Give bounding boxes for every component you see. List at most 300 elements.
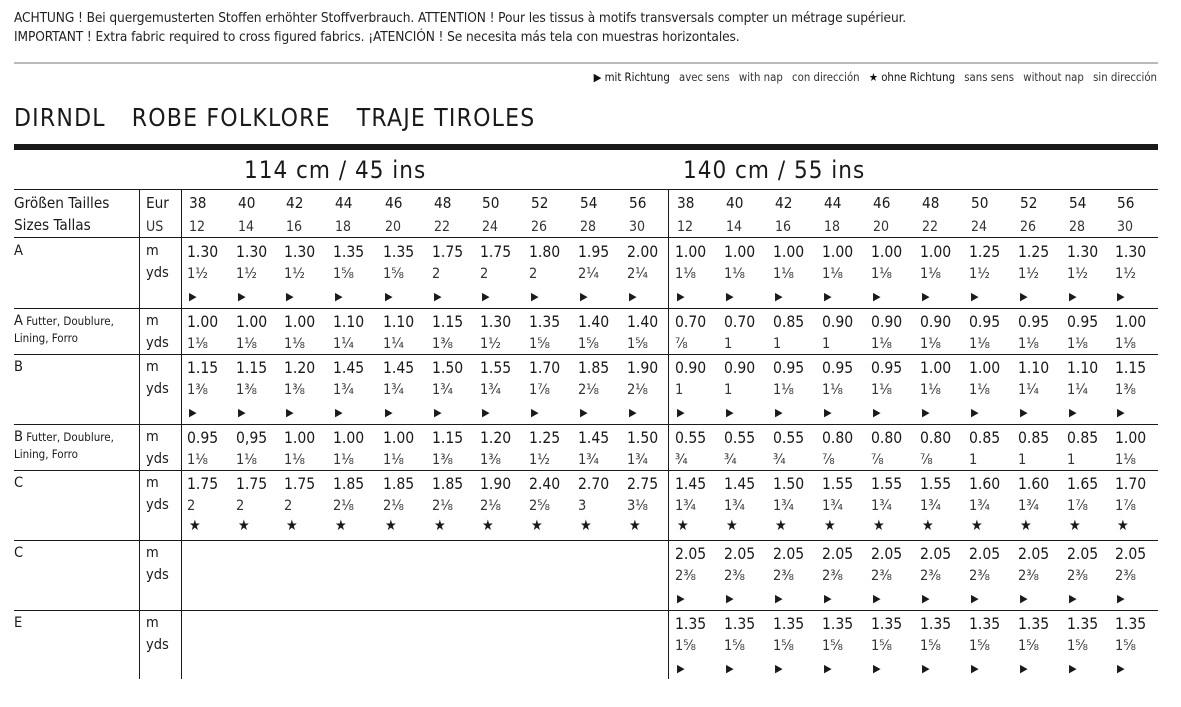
column-divider-width: [668, 190, 669, 679]
yards-value: 2⅜: [822, 568, 843, 584]
yards-value: 1⅝: [1115, 638, 1136, 654]
yards-value: 2⅜: [773, 568, 794, 584]
yards-value: 2⅛: [333, 498, 354, 514]
yards-value: 2⅜: [1067, 568, 1088, 584]
meters-value: 1.00: [969, 359, 1001, 377]
yards-value: 1¾: [432, 382, 453, 398]
with-nap-symbol: ▶: [677, 406, 685, 419]
with-nap-symbol: ▶: [385, 406, 393, 419]
without-nap-symbol: ★: [1020, 518, 1032, 534]
table-rule: [14, 354, 1158, 355]
yards-value: 1⅝: [969, 638, 990, 654]
yards-value: 1¼: [383, 336, 404, 352]
unit-yds: yds: [146, 335, 169, 351]
meters-value: 0.55: [675, 429, 707, 447]
meters-value: 0.85: [773, 313, 805, 331]
yards-value: 1⅛: [236, 336, 257, 352]
yards-value: 1⅛: [1115, 336, 1136, 352]
yards-value: 1¾: [578, 452, 599, 468]
meters-value: 1.25: [969, 243, 1001, 261]
yards-value: 2: [187, 498, 196, 514]
title-de: DIRNDL: [14, 103, 106, 132]
meters-value: 1.35: [969, 615, 1001, 633]
yards-value: 2: [480, 266, 489, 282]
meters-value: 1.65: [1067, 475, 1099, 493]
meters-value: 1.30: [187, 243, 219, 261]
meters-value: 0,95: [236, 429, 268, 447]
with-nap-symbol: ▶: [775, 290, 783, 303]
yards-value: 1⅝: [822, 638, 843, 654]
eur-size: 42: [775, 194, 793, 212]
meters-value: 0.85: [969, 429, 1001, 447]
yards-value: 1⅛: [773, 382, 794, 398]
yards-value: 1: [724, 336, 733, 352]
meters-value: 1.25: [1018, 243, 1050, 261]
yards-value: 1½: [1067, 266, 1088, 282]
row-label: [14, 545, 23, 561]
row-label: [14, 359, 23, 375]
yards-value: 1: [822, 336, 831, 352]
with-nap-symbol: ▶: [580, 290, 588, 303]
meters-value: 0.90: [920, 313, 952, 331]
without-nap-symbol: ★: [482, 518, 494, 534]
with-nap-symbol: ▶: [922, 406, 930, 419]
yards-value: 3⅛: [627, 498, 648, 514]
yards-value: 1⅛: [284, 336, 305, 352]
yards-value: 1⅜: [284, 382, 305, 398]
meters-value: 1.35: [920, 615, 952, 633]
unit-m: m: [146, 615, 159, 631]
yards-value: 1¼: [333, 336, 354, 352]
title-divider: [14, 144, 1158, 150]
meters-value: 2.05: [675, 545, 707, 563]
yards-value: 1⅝: [383, 266, 404, 282]
yards-value: 1⅛: [920, 336, 941, 352]
with-nap-symbol: ▶: [531, 290, 539, 303]
yards-value: 1¾: [969, 498, 990, 514]
legend-with-nap-en: with nap: [738, 71, 783, 84]
without-nap-symbol: ★: [824, 518, 836, 534]
meters-value: 1.00: [920, 243, 952, 261]
with-nap-symbol: ▶: [726, 290, 734, 303]
meters-value: 2.05: [1018, 545, 1050, 563]
meters-value: 0.95: [773, 359, 805, 377]
fabric-width-140: 140 cm / 55 ins: [683, 156, 866, 184]
meters-value: 1.15: [432, 429, 464, 447]
meters-value: 1.70: [1115, 475, 1147, 493]
meters-value: 1.60: [969, 475, 1001, 493]
meters-value: 1.75: [432, 243, 464, 261]
with-nap-symbol: ▶: [189, 290, 197, 303]
meters-value: 1.35: [1067, 615, 1099, 633]
yards-value: 1⅝: [333, 266, 354, 282]
without-nap-symbol: ★: [1117, 518, 1129, 534]
us-size: 30: [629, 219, 646, 235]
with-nap-symbol: ▶: [726, 592, 734, 605]
meters-value: 1.75: [480, 243, 512, 261]
title-es: TRAJE TIROLES: [356, 103, 536, 132]
page-title: [14, 103, 561, 132]
without-nap-symbol: ★: [385, 518, 397, 534]
yards-value: 1⅛: [871, 382, 892, 398]
row-label-lining-2: Lining, Forro: [14, 331, 79, 345]
meters-value: 1.10: [1018, 359, 1050, 377]
meters-value: 1.00: [871, 243, 903, 261]
row-label-letter: C: [14, 545, 24, 561]
yards-value: 1⅝: [773, 638, 794, 654]
yards-value: 1⅜: [236, 382, 257, 398]
without-nap-symbol: ★: [189, 518, 201, 534]
with-nap-symbol: ▶: [824, 592, 832, 605]
meters-value: 1.35: [529, 313, 561, 331]
with-nap-symbol: ▶: [482, 406, 490, 419]
meters-value: 2.05: [822, 545, 854, 563]
yards-value: 1¾: [1018, 498, 1039, 514]
meters-value: 1.55: [871, 475, 903, 493]
yards-value: 1⅝: [578, 336, 599, 352]
us-size: 28: [1069, 219, 1086, 235]
yards-value: 1⅛: [675, 266, 696, 282]
yards-value: 1¾: [383, 382, 404, 398]
with-nap-symbol: ▶: [922, 592, 930, 605]
with-nap-symbol: ▶: [775, 662, 783, 675]
table-rule: [14, 540, 1158, 541]
meters-value: 1.95: [578, 243, 610, 261]
row-label-lining-2: Lining, Forro: [14, 447, 79, 461]
column-divider-unit: [181, 190, 182, 679]
yards-value: 1⅝: [871, 638, 892, 654]
us-size: 22: [922, 219, 939, 235]
with-nap-symbol: ▶: [824, 290, 832, 303]
us-size: 28: [580, 219, 597, 235]
meters-value: 1.15: [236, 359, 268, 377]
with-nap-symbol: ▶: [531, 406, 539, 419]
row-label-letter: C: [14, 475, 24, 491]
yards-value: 1½: [1115, 266, 1136, 282]
meters-value: 0.95: [187, 429, 219, 447]
with-nap-symbol: ▶: [1069, 592, 1077, 605]
yards-value: ¾: [675, 452, 688, 468]
meters-value: 1.45: [578, 429, 610, 447]
with-nap-symbol: ▶: [238, 290, 246, 303]
us-size: 16: [775, 219, 792, 235]
yards-value: 1⅛: [724, 266, 745, 282]
meters-value: 1.30: [1067, 243, 1099, 261]
yards-value: 2: [432, 266, 441, 282]
yards-value: 1½: [284, 266, 305, 282]
without-nap-symbol: ★: [971, 518, 983, 534]
meters-value: 1.20: [480, 429, 512, 447]
warning-note: [14, 9, 906, 47]
top-divider: [14, 62, 1158, 64]
table-rule: [14, 470, 1158, 471]
us-size: 12: [677, 219, 694, 235]
meters-value: 1.35: [675, 615, 707, 633]
yards-value: 1: [675, 382, 684, 398]
meters-value: 1.00: [187, 313, 219, 331]
yards-value: 1⅝: [675, 638, 696, 654]
meters-value: 1.60: [1018, 475, 1050, 493]
yards-value: 1⅜: [480, 452, 501, 468]
title-fr: ROBE FOLKLORE: [131, 103, 331, 132]
eur-size: 50: [971, 194, 989, 212]
meters-value: 1.85: [333, 475, 365, 493]
meters-value: 1.00: [675, 243, 707, 261]
without-nap-symbol: ★: [922, 518, 934, 534]
without-nap-symbol: ★: [629, 518, 641, 534]
row-label-lining: Futter, Doublure,: [22, 430, 114, 444]
with-nap-symbol: ▶: [286, 290, 294, 303]
unit-yds: yds: [146, 451, 169, 467]
without-nap-symbol: ★: [286, 518, 298, 534]
column-divider-label: [139, 190, 140, 679]
meters-value: 1.30: [284, 243, 316, 261]
us-size: 20: [385, 219, 402, 235]
eur-size: 46: [385, 194, 403, 212]
unit-m: m: [146, 429, 159, 445]
meters-value: 1.85: [432, 475, 464, 493]
with-nap-symbol: ▶: [1117, 592, 1125, 605]
yards-value: 1⅛: [333, 452, 354, 468]
yards-value: 1⅛: [773, 266, 794, 282]
legend-with-nap-es: con dirección: [792, 71, 860, 84]
yards-value: 1: [1067, 452, 1076, 468]
us-size: 18: [824, 219, 841, 235]
meters-value: 1.45: [675, 475, 707, 493]
with-nap-symbol: ▶: [1117, 662, 1125, 675]
legend-without-nap: ★ ohne Richtung: [868, 71, 956, 84]
with-nap-symbol: ▶: [1069, 290, 1077, 303]
eur-size: 50: [482, 194, 500, 212]
meters-value: 0.95: [1018, 313, 1050, 331]
us-size: 24: [482, 219, 499, 235]
yards-value: ⅞: [871, 452, 884, 468]
row-label: [14, 615, 22, 631]
with-nap-symbol: ▶: [1069, 662, 1077, 675]
meters-value: 0.70: [675, 313, 707, 331]
eur-size: 38: [677, 194, 695, 212]
with-nap-symbol: ▶: [971, 592, 979, 605]
yards-value: 1¾: [675, 498, 696, 514]
yards-value: 1⅜: [432, 452, 453, 468]
unit-m: m: [146, 475, 159, 491]
yards-value: 1¾: [871, 498, 892, 514]
meters-value: 1.55: [822, 475, 854, 493]
with-nap-symbol: ▶: [971, 290, 979, 303]
meters-value: 1.00: [822, 243, 854, 261]
yards-value: 1⅞: [1115, 498, 1136, 514]
meters-value: 1.35: [333, 243, 365, 261]
with-nap-symbol: ▶: [775, 406, 783, 419]
yards-value: 2¼: [627, 266, 648, 282]
us-size: 12: [189, 219, 206, 235]
meters-value: 1.55: [480, 359, 512, 377]
legend-without-nap-fr: sans sens: [964, 71, 1015, 84]
eur-size: 48: [434, 194, 452, 212]
meters-value: 1.40: [627, 313, 659, 331]
meters-value: 1.35: [383, 243, 415, 261]
warning-line-1: ACHTUNG ! Bei quergemusterten Stoffen erhöhter Stoffverbrauch. ATTENTION ! Pour les tissus à motifs transversals compter un métrage supérieur.: [14, 10, 907, 26]
meters-value: 1.50: [432, 359, 464, 377]
meters-value: 1.10: [333, 313, 365, 331]
without-nap-symbol: ★: [531, 518, 543, 534]
row-label: [14, 313, 114, 329]
yards-value: 1⅛: [1067, 336, 1088, 352]
yards-value: 1½: [236, 266, 257, 282]
with-nap-symbol: ▶: [922, 290, 930, 303]
yards-value: 2⅛: [432, 498, 453, 514]
eur-size: 44: [824, 194, 842, 212]
without-nap-symbol: ★: [580, 518, 592, 534]
meters-value: 1.75: [187, 475, 219, 493]
us-size: 22: [434, 219, 451, 235]
meters-value: 1.45: [724, 475, 756, 493]
with-nap-symbol: ▶: [189, 406, 197, 419]
with-nap-symbol: ▶: [482, 290, 490, 303]
meters-value: 1.55: [920, 475, 952, 493]
yards-value: 1¾: [920, 498, 941, 514]
row-label: [14, 243, 23, 259]
yards-value: ⅞: [920, 452, 933, 468]
with-nap-symbol: ▶: [434, 406, 442, 419]
meters-value: 1.00: [284, 429, 316, 447]
with-nap-symbol: ▶: [1020, 662, 1028, 675]
yards-value: 3: [578, 498, 587, 514]
meters-value: 1.10: [1067, 359, 1099, 377]
with-nap-symbol: ▶: [629, 406, 637, 419]
row-label: [14, 475, 23, 491]
nap-legend: [588, 71, 1157, 84]
meters-value: 1.35: [1018, 615, 1050, 633]
eur-size: 52: [1020, 194, 1038, 212]
yards-value: 1⅛: [969, 336, 990, 352]
meters-value: 1.85: [383, 475, 415, 493]
with-nap-symbol: ▶: [677, 290, 685, 303]
meters-value: 0.90: [822, 313, 854, 331]
yards-value: 1½: [969, 266, 990, 282]
meters-value: 1.35: [871, 615, 903, 633]
eur-size: 42: [286, 194, 304, 212]
header-sizes-de-fr: Größen Tailles: [14, 194, 110, 212]
with-nap-symbol: ▶: [1117, 290, 1125, 303]
yards-value: 1¾: [724, 498, 745, 514]
meters-value: 1.75: [284, 475, 316, 493]
eur-size: 40: [726, 194, 744, 212]
meters-value: 0.55: [773, 429, 805, 447]
yards-value: 1¾: [773, 498, 794, 514]
yards-value: 2⅛: [627, 382, 648, 398]
with-nap-symbol: ▶: [873, 662, 881, 675]
meters-value: 1.50: [773, 475, 805, 493]
with-nap-symbol: ▶: [775, 592, 783, 605]
yards-value: 1⅞: [529, 382, 550, 398]
meters-value: 1.00: [724, 243, 756, 261]
with-nap-symbol: ▶: [971, 662, 979, 675]
row-label-letter: E: [14, 615, 23, 631]
yards-value: 2⅜: [871, 568, 892, 584]
yards-value: 1⅛: [1018, 336, 1039, 352]
meters-value: 1.15: [432, 313, 464, 331]
us-size: 26: [531, 219, 548, 235]
meters-value: 0.90: [675, 359, 707, 377]
yards-value: 1: [724, 382, 733, 398]
yards-value: 1⅛: [236, 452, 257, 468]
meters-value: 0.80: [871, 429, 903, 447]
legend-with-nap: ▶ mit Richtung: [593, 71, 670, 84]
with-nap-symbol: ▶: [873, 592, 881, 605]
yards-value: 1⅜: [432, 336, 453, 352]
us-size: 24: [971, 219, 988, 235]
yards-value: 2⅛: [383, 498, 404, 514]
yards-value: 1⅛: [871, 336, 892, 352]
without-nap-symbol: ★: [1069, 518, 1081, 534]
legend-without-nap-es: sin dirección: [1093, 71, 1157, 84]
meters-value: 1.25: [529, 429, 561, 447]
yards-value: 1⅛: [383, 452, 404, 468]
meters-value: 2.05: [920, 545, 952, 563]
with-nap-symbol: ▶: [1020, 406, 1028, 419]
yards-value: 1⅝: [1018, 638, 1039, 654]
with-nap-symbol: ▶: [1020, 592, 1028, 605]
eur-size: 38: [189, 194, 207, 212]
meters-value: 0.95: [969, 313, 1001, 331]
meters-value: 1.00: [1115, 313, 1147, 331]
meters-value: 1.45: [333, 359, 365, 377]
yards-value: 1⅝: [724, 638, 745, 654]
us-size: 26: [1020, 219, 1037, 235]
meters-value: 0.80: [822, 429, 854, 447]
meters-value: 1.15: [187, 359, 219, 377]
with-nap-symbol: ▶: [286, 406, 294, 419]
eur-size: 54: [1069, 194, 1087, 212]
with-nap-symbol: ▶: [385, 290, 393, 303]
header-sizes-en-es: Sizes Tallas: [14, 216, 91, 234]
yards-value: 2⅜: [1115, 568, 1136, 584]
unit-yds: yds: [146, 637, 169, 653]
us-size: 14: [726, 219, 743, 235]
yards-value: ¾: [724, 452, 737, 468]
header-eur: Eur: [146, 194, 169, 212]
meters-value: 1.40: [578, 313, 610, 331]
yards-value: 2⅜: [920, 568, 941, 584]
meters-value: 1.90: [480, 475, 512, 493]
meters-value: 1.10: [383, 313, 415, 331]
meters-value: 1.85: [578, 359, 610, 377]
yards-value: 1⅛: [871, 266, 892, 282]
meters-value: 1.00: [333, 429, 365, 447]
eur-size: 56: [1117, 194, 1135, 212]
unit-m: m: [146, 545, 159, 561]
yards-value: 1¾: [480, 382, 501, 398]
table-rule: [14, 308, 1158, 309]
row-label-letter: B: [14, 429, 23, 445]
with-nap-symbol: ▶: [726, 662, 734, 675]
yards-value: 2⅛: [480, 498, 501, 514]
meters-value: 2.05: [773, 545, 805, 563]
with-nap-symbol: ▶: [677, 662, 685, 675]
meters-value: 1.90: [627, 359, 659, 377]
with-nap-symbol: ▶: [335, 406, 343, 419]
eur-size: 48: [922, 194, 940, 212]
yards-value: 1: [969, 452, 978, 468]
meters-value: 1.80: [529, 243, 561, 261]
meters-value: 2.05: [969, 545, 1001, 563]
without-nap-symbol: ★: [434, 518, 446, 534]
without-nap-symbol: ★: [873, 518, 885, 534]
with-nap-symbol: ▶: [824, 662, 832, 675]
yards-value: ⅞: [675, 336, 688, 352]
yards-value: 1⅛: [1115, 452, 1136, 468]
